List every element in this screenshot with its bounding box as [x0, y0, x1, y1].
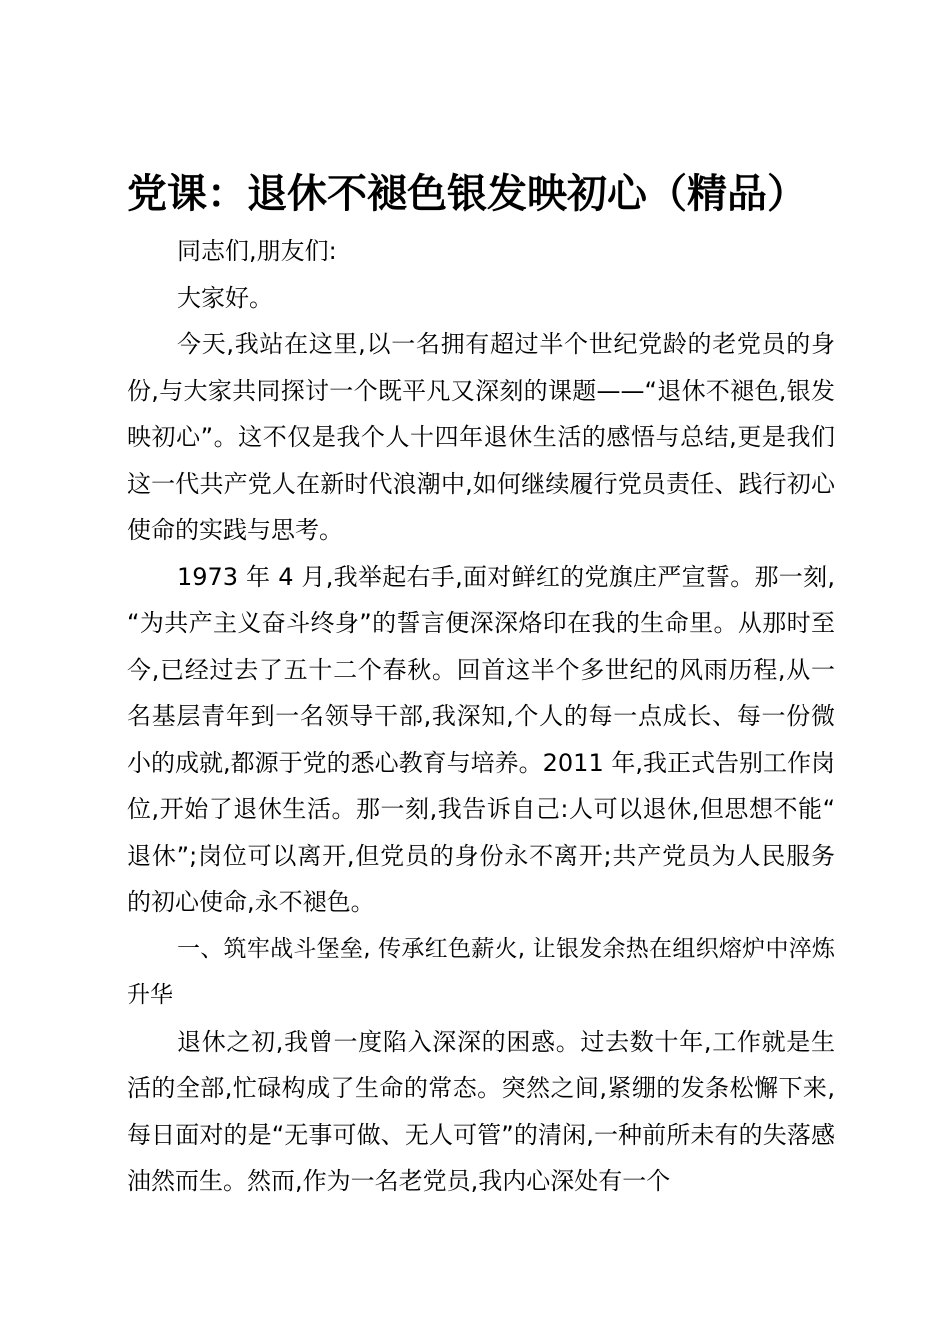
intro-paragraph: 今天,我站在这里,以一名拥有超过半个世纪党龄的老党员的身份,与大家共同探讨一个既平凡又深刻的课题——“退休不褪色,银发映初心”。这不仅是我个人十四年退休生活的感悟与总结,更是我们这一代共产党人在新时代浪潮中,如何继续履行党员责任、践行初心使命的实践与思考。: [127, 330, 835, 544]
section-heading-1: 一、筑牢战斗堡垒, 传承红色薪火, 让银发余热在组织熔炉中淬炼升华: [127, 935, 835, 1008]
history-paragraph: 1973 年 4 月,我举起右手,面对鲜红的党旗庄严宣誓。那一刻,“为共产主义奋斗终身”的誓言便深深烙印在我的生命里。从那时至今,已经过去了五十二个春秋。回首这半个多世纪的风雨历程,从一名基层青年到一名领导干部,我深知,个人的每一点成长、每一份微小的成就,都源于党的悉心教育与培养。2011 年,我正式告别工作岗位,开始了退休生活。那一刻,我告诉自己:人可以退休,但思想不能“退休”;岗位可以离开,但党员的身份永不离开;共产党员为人民服务的初心使命,永不褪色。: [127, 562, 835, 916]
section-1-paragraph: 退休之初,我曾一度陷入深深的困惑。过去数十年,工作就是生活的全部,忙碌构成了生命的常态。突然之间,紧绷的发条松懈下来,每日面对的是“无事可做、无人可管”的清闲,一种前所未有的失落感油然而生。然而,作为一名老党员,我内心深处有一个: [127, 1027, 835, 1195]
greeting-paragraph: 同志们,朋友们:: [177, 237, 337, 265]
document-body: [127, 228, 835, 1205]
document-title: 党课：退休不褪色银发映初心（精品）: [127, 171, 807, 217]
hello-paragraph: 大家好。: [177, 283, 273, 312]
